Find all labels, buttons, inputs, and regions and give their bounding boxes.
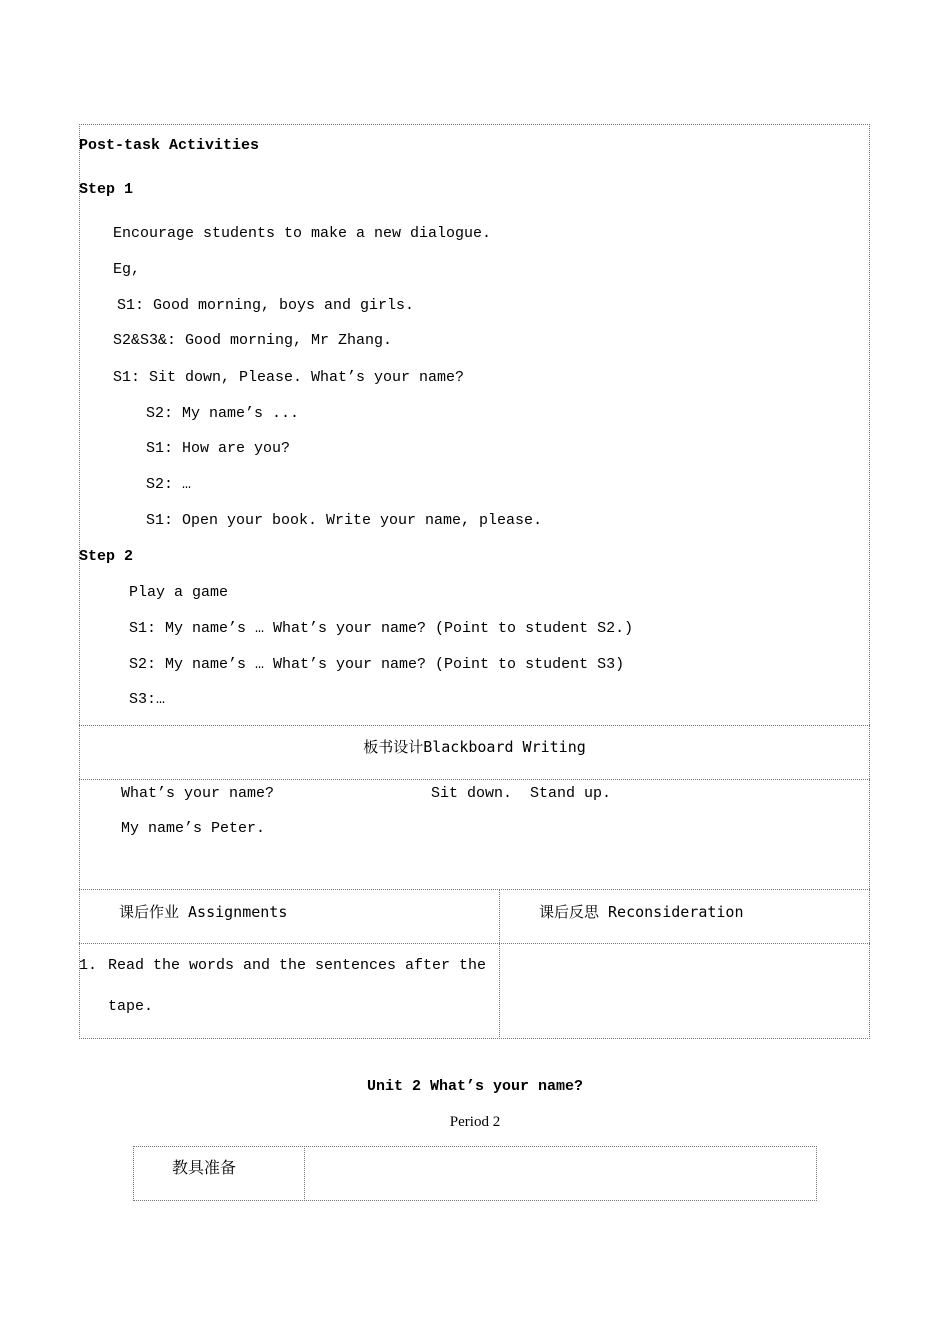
column-divider: [304, 1146, 305, 1201]
period-label: Period 2: [449, 1114, 501, 1130]
step1-line: S1: Open your book. Write your name, please.: [146, 512, 543, 529]
column-divider: [499, 889, 500, 1039]
table-divider: [79, 889, 870, 890]
step1-line: S2&S3&: Good morning, Mr Zhang.: [113, 332, 393, 349]
assignment-text: Read the words and the sentences after the: [108, 957, 487, 974]
blackboard-line: My name’s Peter.: [121, 820, 266, 837]
assignment-number: 1.: [79, 957, 98, 974]
step2-line: S2: My name’s … What’s your name? (Point to student S3): [129, 656, 625, 673]
blackboard-line: Sit down. Stand up.: [431, 785, 612, 802]
step1-line: Eg,: [113, 261, 141, 278]
table-divider: [79, 725, 870, 726]
post-task-heading: Post-task Activities: [79, 137, 260, 154]
step1-line: S2: …: [146, 476, 192, 493]
step1-line: S2: My name’s ...: [146, 405, 300, 422]
step1-line: S1: Sit down, Please. What’s your name?: [113, 369, 465, 386]
unit-title: Unit 2 What’s your name?: [366, 1078, 584, 1095]
blackboard-title: 板书设计Blackboard Writing: [363, 738, 586, 756]
step1-line: Encourage students to make a new dialogue.: [113, 225, 492, 242]
blackboard-line: What’s your name?: [121, 785, 275, 802]
table-divider: [79, 779, 870, 780]
table-divider: [79, 943, 870, 944]
prep-label: 教具准备: [172, 1158, 237, 1177]
reconsideration-label: 课后反思 Reconsideration: [539, 903, 744, 921]
step1-line: S1: Good morning, boys and girls.: [117, 297, 415, 314]
step1-line: S1: How are you?: [146, 440, 291, 457]
step2-title: Step 2: [79, 548, 134, 565]
assignment-text: tape.: [108, 998, 154, 1015]
step2-line: Play a game: [129, 584, 229, 601]
assignments-label: 课后作业 Assignments: [119, 903, 288, 921]
step2-line: S3:…: [129, 691, 166, 708]
step1-title: Step 1: [79, 181, 134, 198]
step2-line: S1: My name’s … What’s your name? (Point to student S2.): [129, 620, 634, 637]
